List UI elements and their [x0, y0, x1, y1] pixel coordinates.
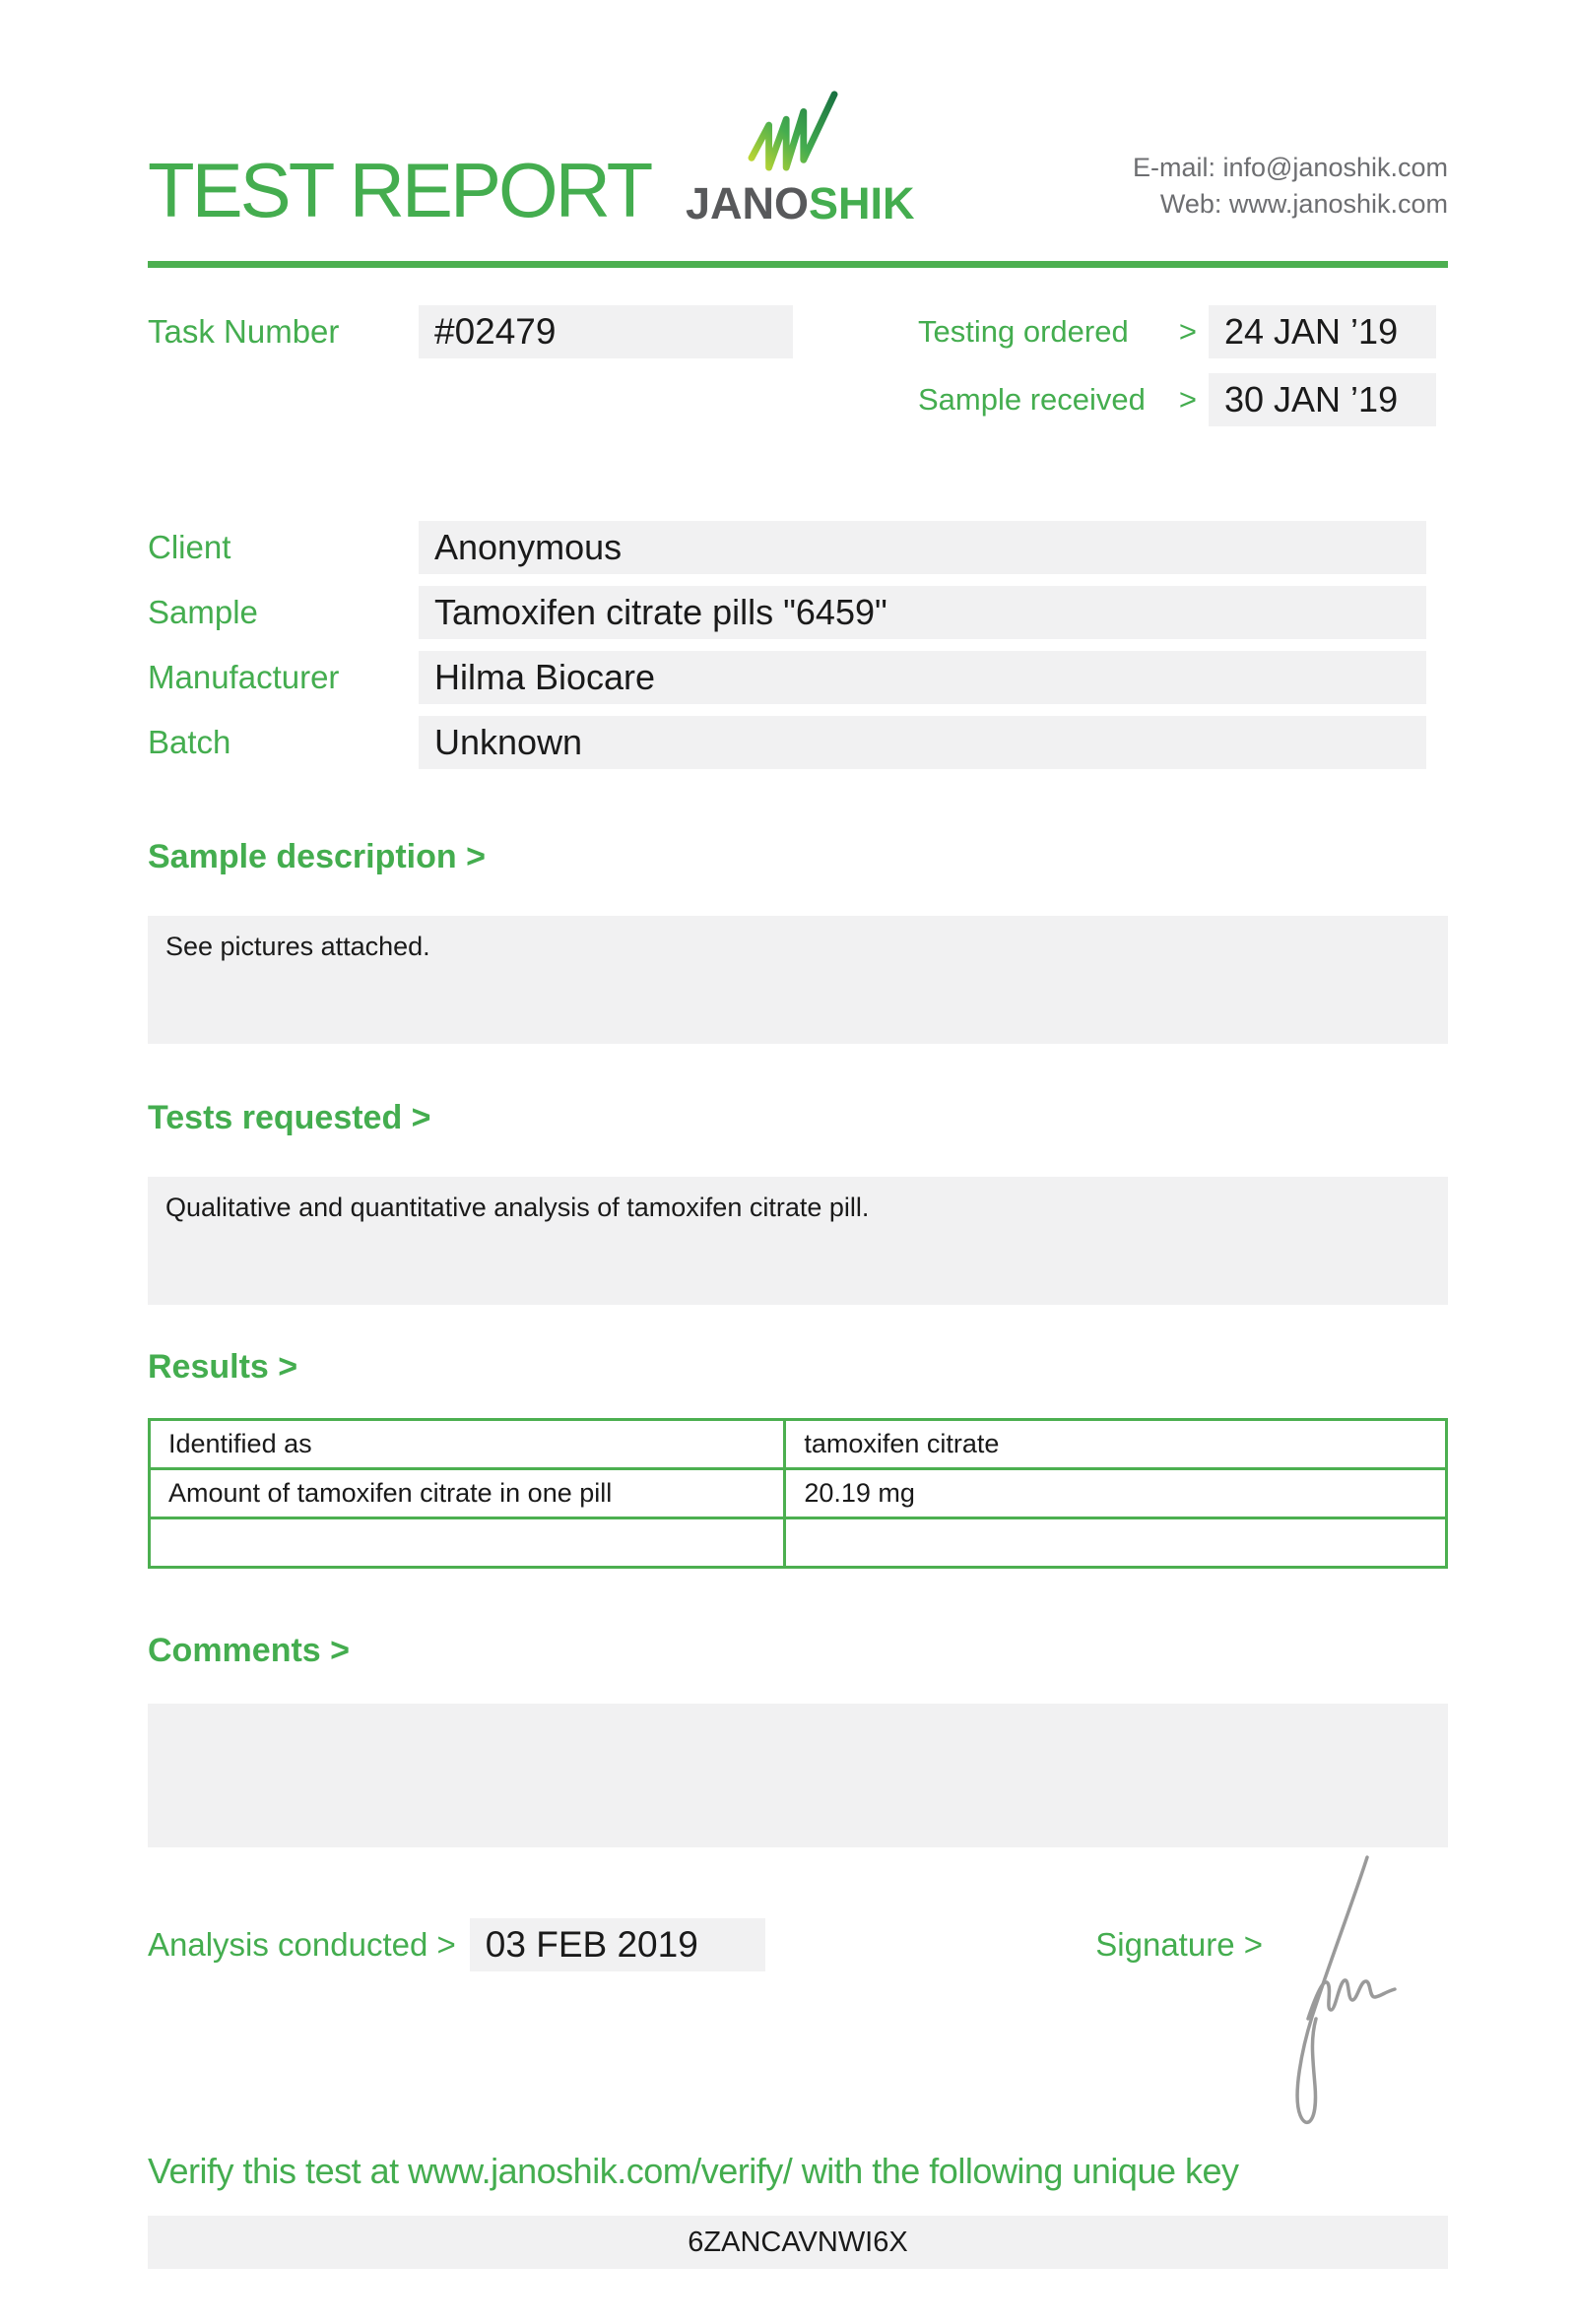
result-name-cell: Identified as: [150, 1420, 785, 1469]
sample-received-text: Sample received: [918, 382, 1146, 417]
verification-key: 6ZANCAVNWI6X: [148, 2216, 1448, 2269]
comments-heading: Comments >: [148, 1632, 350, 1670]
janoshik-logo: [686, 87, 915, 228]
batch-value: Unknown: [419, 716, 1426, 769]
sample-label: Sample: [148, 594, 258, 630]
sample-description-box: See pictures attached.: [148, 916, 1448, 1044]
logo-wordmark: [686, 178, 915, 228]
comments-box: [148, 1704, 1448, 1847]
trend-chart-icon: [745, 87, 843, 173]
field-row-manufacturer: [148, 651, 1448, 704]
header-divider: [148, 261, 1448, 268]
result-value-cell: [785, 1518, 1447, 1568]
testing-ordered-text: Testing ordered: [918, 314, 1129, 349]
info-row: [148, 305, 1448, 426]
contact-info: [1133, 150, 1448, 222]
arrow-glyph: >: [1178, 314, 1197, 349]
signature-label: Signature >: [1095, 1926, 1263, 1964]
sample-description-section: [148, 838, 1448, 1044]
comments-section: [148, 1632, 1448, 1847]
manufacturer-value: Hilma Biocare: [419, 651, 1426, 704]
testing-ordered-value: 24 JAN ’19: [1209, 305, 1436, 358]
task-number-label: Task Number: [148, 313, 340, 350]
tests-requested-heading: Tests requested >: [148, 1099, 431, 1137]
client-label: Client: [148, 529, 231, 565]
result-value-cell: 20.19 mg: [785, 1469, 1447, 1518]
sample-value: Tamoxifen citrate pills "6459": [419, 586, 1426, 639]
report-header: [148, 84, 1448, 261]
tests-requested-section: [148, 1099, 1448, 1305]
result-value-cell: tamoxifen citrate: [785, 1420, 1447, 1469]
client-value: Anonymous: [419, 521, 1426, 574]
logo-wordmark-gray: JANO: [686, 178, 810, 228]
signature-scribble: [1273, 1851, 1411, 2142]
sample-received-row: [918, 373, 1448, 426]
result-name-cell: Amount of tamoxifen citrate in one pill: [150, 1469, 785, 1518]
task-number-group: [148, 305, 793, 358]
manufacturer-label: Manufacturer: [148, 659, 340, 695]
sample-info-fields: [148, 521, 1448, 769]
testing-ordered-row: [918, 305, 1448, 358]
contact-email: E-mail: info@janoshik.com: [1132, 153, 1448, 183]
table-row: [150, 1420, 1447, 1469]
result-name-cell: [150, 1518, 785, 1568]
dates-group: [918, 305, 1448, 426]
results-heading: Results >: [148, 1348, 298, 1387]
table-row: [150, 1518, 1447, 1568]
analysis-row: [148, 1918, 1448, 1971]
contact-web: Web: www.janoshik.com: [1159, 188, 1448, 219]
field-row-sample: [148, 586, 1448, 639]
sample-received-label: [918, 382, 1209, 418]
tests-requested-box: Qualitative and quantitative analysis of tamoxifen citrate pill.: [148, 1177, 1448, 1305]
sample-description-heading: Sample description >: [148, 838, 486, 875]
page-title: TEST REPORT: [148, 147, 651, 233]
results-section: [148, 1348, 1448, 1569]
sample-received-value: 30 JAN ’19: [1209, 373, 1436, 426]
task-number-value: #02479: [419, 305, 793, 358]
results-table: [148, 1418, 1448, 1569]
table-row: [150, 1469, 1447, 1518]
field-row-client: [148, 521, 1448, 574]
analysis-date-value: 03 FEB 2019: [470, 1918, 765, 1971]
analysis-conducted-label: Analysis conducted >: [148, 1926, 456, 1964]
verify-instruction: Verify this test at www.janoshik.com/verify/ with the following unique key: [148, 2151, 1239, 2192]
field-row-batch: [148, 716, 1448, 769]
arrow-glyph: >: [1178, 382, 1197, 417]
logo-wordmark-green: SHIK: [809, 178, 915, 228]
batch-label: Batch: [148, 724, 231, 760]
testing-ordered-label: [918, 314, 1209, 350]
